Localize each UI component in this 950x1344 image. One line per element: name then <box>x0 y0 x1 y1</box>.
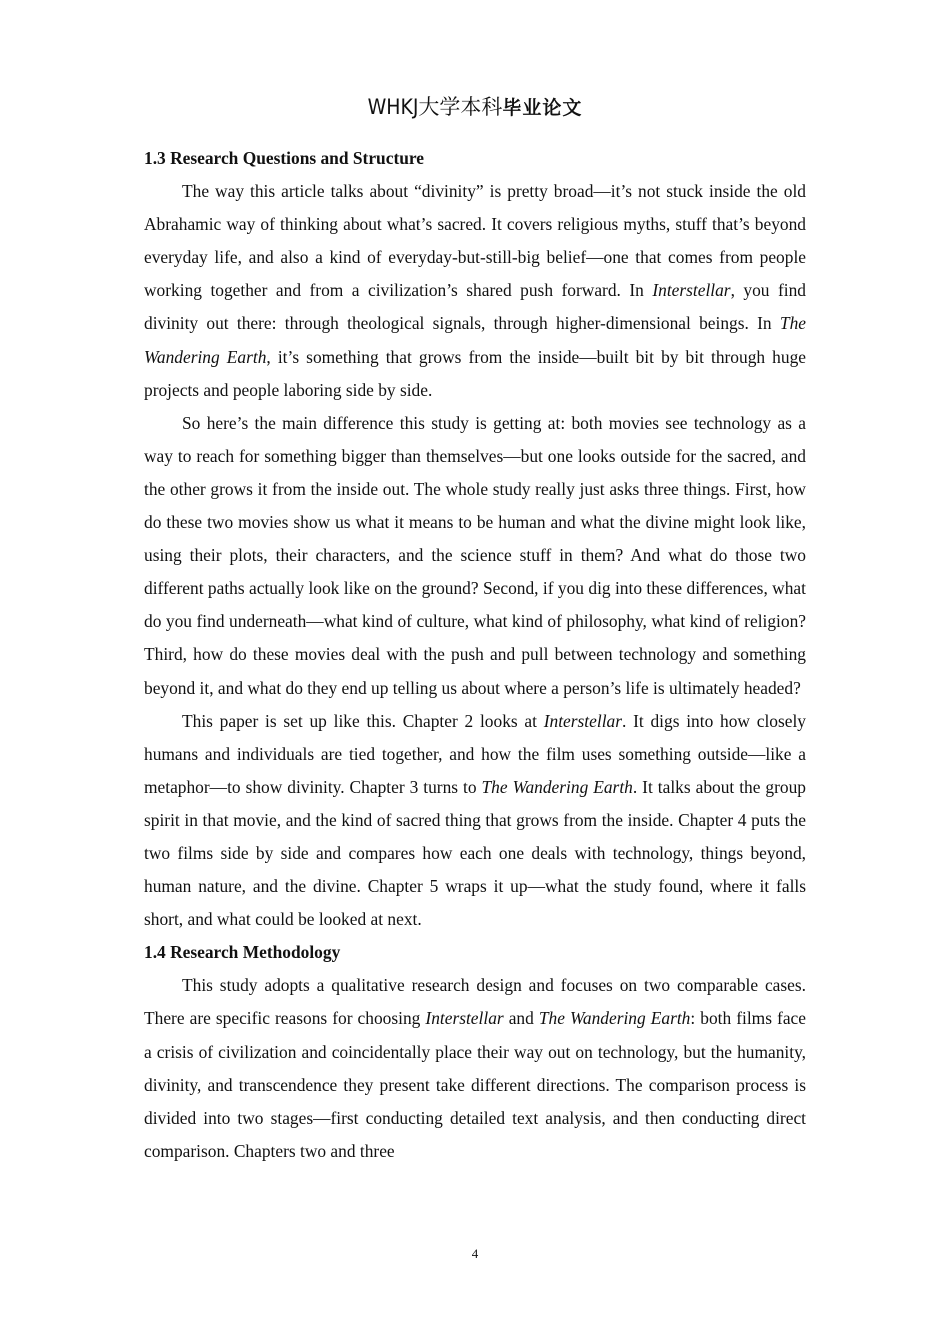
page-header <box>0 91 950 124</box>
text-run: So here’s the main difference this study is getting at: both movies see technology as a way to reach for something bigger than themselves—but one looks outside for the sacred, and the other grows it from the inside out. The whole study really just asks three things. First, how do these two movies show us what it means to be human and what the divine might look like, using their plots, their characters, and the science stuff in them? And what do those two different paths actually look like on the ground? Second, if you dig into these differences, what do you find underneath—what kind of culture, what kind of philosophy, what kind of religion? Third, how do these movies deal with the push and pull between technology and something beyond it, and what do they end up telling us about where a person’s life is ultimately headed? <box>144 412 806 698</box>
body-paragraph <box>144 969 806 1168</box>
text-run: : both films face a crisis of civilization and coincidentally place their way out on technology, but the humanity, divinity, and transcendence they present take different directions. The comparison process is divided into two stages—first conducting detailed text analysis, and then conducting direct comparison. Chapters two and three <box>144 1008 806 1161</box>
section-heading: 1.3 Research Questions and Structure <box>144 148 425 168</box>
section-heading: 1.4 Research Methodology <box>144 942 341 963</box>
document-body <box>144 142 806 1168</box>
body-paragraph <box>144 175 806 407</box>
text-run: , you find divinity out there: through theological signals, through higher-dimensional beings. In <box>144 280 806 334</box>
text-run: This study adopts a qualitative research design and focuses on two comparable cases. There are specific reasons for choosing <box>144 975 806 1029</box>
film-title: Interstellar <box>543 710 622 731</box>
header-thesis-label: 毕业论文 <box>502 97 583 119</box>
text-run: . It digs into how closely humans and individuals are tied together, and how the film uses something outside—like a metaphor—to show divinity. Chapter 3 turns to <box>144 710 807 797</box>
page-number: 4 <box>471 1246 479 1261</box>
header-university: WHKJ大学本科 <box>367 95 503 119</box>
text-run: , it’s something that grows from the inside—built bit by bit through huge projects and people laboring side by side. <box>144 346 806 400</box>
film-title: The Wandering Earth <box>481 776 633 797</box>
text-run: . It talks about the group spirit in that movie, and the kind of sacred thing that grows from the inside. Chapter 4 puts the two films side by side and compares how each one deals with technology, things beyond, human nature, and the divine. Chapter 5 wraps it up—what the study found, where it falls short, and what could be looked at next. <box>144 776 806 930</box>
text-run: This paper is set up like this. Chapter 2 looks at <box>182 710 544 731</box>
body-paragraph <box>144 705 806 937</box>
film-title: The Wandering Earth <box>538 1008 691 1029</box>
film-title: Interstellar <box>652 280 731 301</box>
film-title: Interstellar <box>425 1008 504 1029</box>
body-paragraph <box>144 407 806 705</box>
text-run: and <box>503 1008 539 1029</box>
film-title: The Wandering Earth <box>144 313 806 367</box>
text-run: The way this article talks about “divinity” is pretty broad—it’s not stuck inside the old Abrahamic way of thinking about what’s sacred. It covers religious myths, stuff that’s beyond everyday life, and also a kind of everyday-but-still-big belief—one that comes from people working together and from a civilization’s shared push forward. In <box>144 181 806 301</box>
